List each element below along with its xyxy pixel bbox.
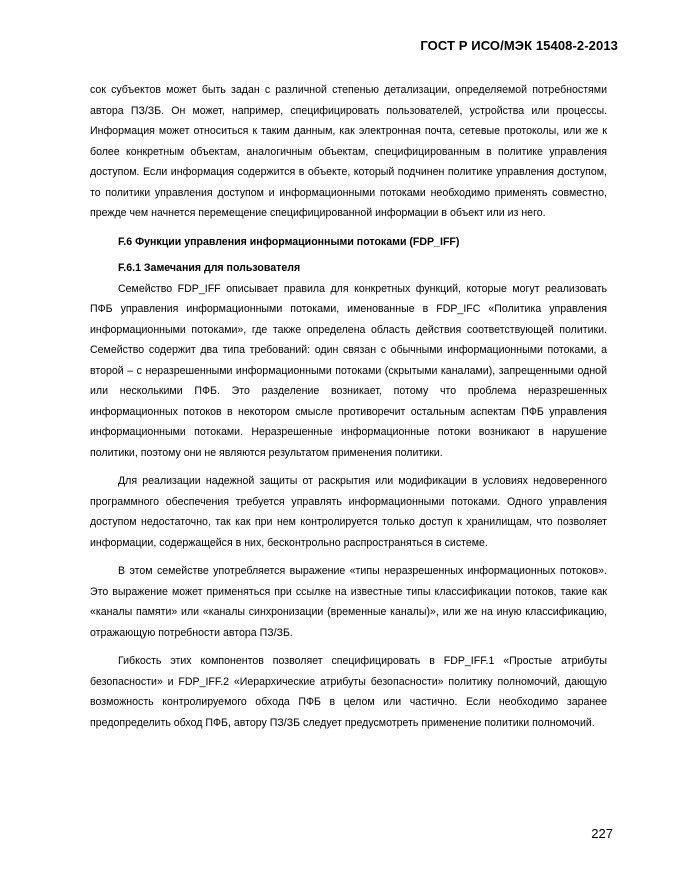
page-body	[90, 80, 607, 733]
paragraph: Для реализации надежной защиты от раскрытия или модификации в условиях недоверенного программного обеспечения требуется управлять информационными потоками. Одного управления доступом недостаточно, так как при нем контролируется только доступ к хранилищам, что позволяет информации, содержащейся в них, бесконтрольно распространяться в системе.	[90, 475, 607, 549]
document-header: ГОСТ Р ИСО/МЭК 15408-2-2013	[420, 38, 618, 53]
paragraph: Семейство FDP_IFF описывает правила для конкретных функций, которые могут реализовать ПФБ управления информационными потоками, именованные в FDP_IFC «Политика управления информационными потоками», где также определена область действия соответствующей политики. Семейство содержит два типа требований: один связан с обычными информационными потоками, а второй – с неразрешенными информационными потоками (скрытыми каналами), запрещенными одной или несколькими ПФБ. Это разделение возникает, потому что проблема неразрешенных информационных потоков в некотором смысле противоречит остальным аспектам ПФБ управления информационными потоками. Неразрешенные информационные потоки возникают в нарушение политики, поэтому они не являются результатом применения политики.	[90, 282, 607, 459]
paragraph-continuation: сок субъектов может быть задан с различной степенью детализации, определяемой потребностями автора ПЗ/ЗБ. Он может, например, специфицировать пользователей, устройства или процессы. Информация может относиться к таким данным, как электронная почта, сетевые протоколы, или же к более конкретным объектам, аналогичным объектам, специфицированным в политике управления доступом. Если информация содержится в объекте, который подчинен политике управления доступом, то политики управления доступом и информационными потоками необходимо применять совместно, прежде чем начнется перемещение специфицированной информации в объект или из него.	[90, 84, 607, 219]
subsection-heading: F.6.1 Замечания для пользователя	[118, 262, 301, 274]
page-number: 227	[591, 826, 613, 841]
paragraph: В этом семействе употребляется выражение «типы неразрешенных информационных потоков». Это выражение может применяться при ссылке на известные типы классификации потоков, такие как «каналы памяти» или «каналы синхронизации (временные каналы)», или же на иную классификацию, отражающую потребности автора ПЗ/ЗБ.	[90, 565, 607, 639]
section-heading: F.6 Функции управления информационными потоками (FDP_IFF)	[118, 235, 460, 248]
paragraph: Гибкость этих компонентов позволяет специфицировать в FDP_IFF.1 «Простые атрибуты безопасности» и FDP_IFF.2 «Иерархические атрибуты безопасности» политику полномочий, дающую возможность контролируемого обхода ПФБ в целом или частично. Если необходимо заранее предопределить обход ПФБ, автору ПЗ/ЗБ следует предусмотреть применение политики полномочий.	[90, 655, 607, 729]
